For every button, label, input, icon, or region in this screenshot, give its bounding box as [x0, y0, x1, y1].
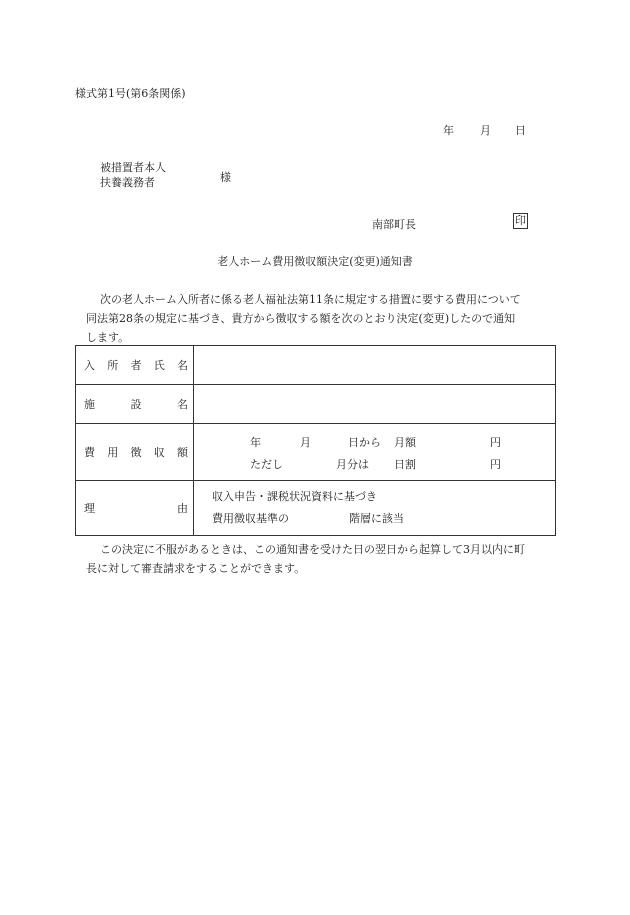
form-number: 様式第1号(第6条関係) [75, 87, 186, 100]
body-paragraph [86, 290, 556, 347]
fee-year-label: 年 [250, 436, 261, 449]
fee-however-label: ただし [250, 458, 283, 471]
reason-standard-label: 費用徴収基準の [212, 512, 289, 525]
appeal-line-2: 長に対して審査請求をすることができます。 [86, 562, 306, 575]
reason-label: 理 由 [76, 481, 194, 536]
body-line-2: 同法第28条の規定に基づき、貴方から徴収する額を次のとおり決定(変更)したので通知 [86, 312, 516, 325]
issuer-name: 南部町長 [372, 218, 416, 231]
addressee-block [100, 160, 166, 190]
date-month-label: 月 [480, 124, 491, 137]
body-line-3: します。 [86, 331, 130, 344]
appeal-line-1: この決定に不服があるときは、この通知書を受けた日の翌日から起算して3月以内に町 [100, 543, 525, 556]
resident-name-label: 入 所 者 氏 名 [76, 346, 194, 385]
facility-name-label: 施 設 名 [76, 385, 194, 424]
fee-daily-label: 日割 [394, 458, 416, 471]
addressee-honorific: 様 [220, 171, 231, 184]
fee-amount-value[interactable] [194, 424, 556, 481]
body-line-1: 次の老人ホーム入所者に係る老人福祉法第11条に規定する措置に要する費用について [100, 293, 521, 306]
reason-value[interactable] [194, 481, 556, 536]
resident-name-value[interactable] [194, 346, 556, 385]
fee-from-label: 日から [348, 436, 381, 449]
appeal-notice [86, 540, 556, 578]
fee-month-part-label: 月分は [336, 458, 369, 471]
table-row-reason [76, 481, 556, 536]
seal-mark: 印 [515, 214, 526, 227]
fee-table [75, 345, 556, 536]
fee-line-daily [194, 452, 555, 474]
fee-line-monthly [194, 430, 555, 452]
fee-amount-label: 費 用 徴 収 額 [76, 424, 194, 481]
document-title: 老人ホーム費用徴収額決定(変更)通知書 [217, 255, 413, 268]
table-row-facility [76, 385, 556, 424]
reason-tier-label: 階層に該当 [349, 512, 404, 525]
table-row-fee [76, 424, 556, 481]
fee-month-label: 月 [300, 436, 311, 449]
date-day-label: 日 [515, 124, 526, 137]
facility-name-value[interactable] [194, 385, 556, 424]
reason-line-2 [194, 508, 555, 530]
fee-yen-label-2: 円 [490, 458, 501, 471]
date-year-label: 年 [443, 124, 454, 137]
fee-monthly-label: 月額 [394, 436, 416, 449]
addressee-line-resident: 被措置者本人 [100, 161, 166, 174]
reason-line-1: 収入申告・課税状況資料に基づき [212, 490, 377, 503]
table-row-resident [76, 346, 556, 385]
fee-yen-label: 円 [490, 436, 501, 449]
date-line [443, 122, 526, 138]
addressee-line-guardian: 扶養義務者 [100, 176, 155, 189]
